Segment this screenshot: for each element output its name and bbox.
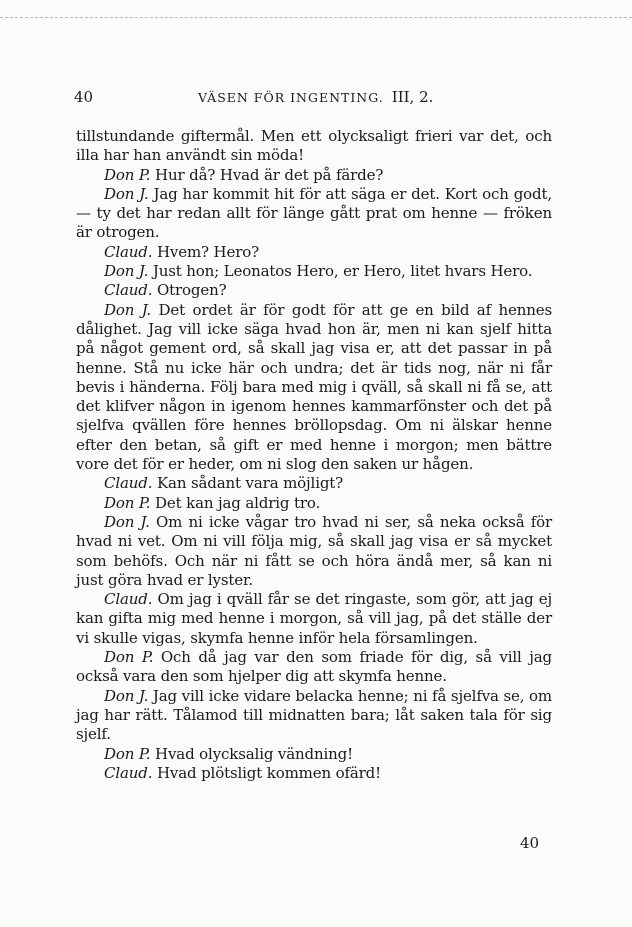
speech [76,513,552,590]
book-title: VÄSEN FÖR INGENTING. [198,90,384,105]
act-scene: III, 2. [391,88,434,106]
speech [76,474,552,493]
speaker-name: Claud. [104,474,153,493]
play-text [76,127,552,783]
speech [76,494,552,513]
speaker-name: Don J. [104,686,149,705]
speech [76,243,552,262]
line-text: Det ordet är för godt för att ge en bild af hennes dålighet. Jag vill icke säga hvad hon är, men ni kan sjelf hitta på något gement ord, så skall jag visa er, att det passar in på henne. Stå nu icke här och undra; det är tids nog, när ni får bevis i händerna. Följ bara med mig i qväll, så skall ni få se, att det klifver någon in igenom hennes kammarfönster och det på sjelfva qvällen före hennes bröllopsdag. Om ni älskar henne efter den betan, så gift er med henne i morgon; men bättre vore det för er heder, om ni slog den saken ur hågen. [76,300,552,474]
running-title [198,88,433,106]
line-text: Otrogen? [156,281,227,300]
top-scan-rule [0,17,632,18]
speech [76,281,552,300]
speech [76,166,552,185]
line-text: Om ni icke vågar tro hvad ni ser, så neka också för hvad ni vet. Om ni vill följa mig, så skall jag visa er så mycket som behöfs. Och när ni fått se och höra ändå mer, så kan ni just göra hvad er lyster. [76,512,553,589]
speech [76,687,552,745]
line-text: Om jag i qväll får se det ringaste, som gör, att jag ej kan gifta mig med henne i morgon, så vill jag, på det ställe der vi skulle vigas, skymfa henne inför hela församlingen. [76,590,553,647]
speaker-name: Claud. [104,763,153,782]
page-number: 40 [74,88,94,106]
line-text: Hur då? Hvad är det på färde? [155,165,384,184]
speaker-name: Don P. [104,648,154,667]
line-text: Det kan jag aldrig tro. [155,493,321,512]
speaker-name: Don P. [104,165,151,184]
speaker-name: Don P. [104,744,151,763]
speaker-name: Don J. [104,512,150,531]
line-text: Jag har kommit hit för att säga er det. Kort och godt, — ty det har redan allt för länge gått prat om henne — fröken är otrogen. [76,184,553,242]
speech [76,648,552,687]
speaker-name: Claud. [104,242,153,261]
speaker-name: Claud. [104,281,153,300]
speaker-name: Don J. [104,300,152,319]
line-text: tillstundande giftermål. Men ett olycksaligt frieri var det, och illa har han användt sin möda! [76,127,552,165]
continuation-paragraph [76,127,552,166]
speaker-name: Don P. [104,493,151,512]
footer-page-number: 40 [520,834,540,852]
line-text: Och då jag var den som friade för dig, så vill jag också vara den som hjelper dig att skymfa henne. [76,648,552,686]
speech [76,262,552,281]
speaker-name: Don J. [104,262,149,281]
line-text: Just hon; Leonatos Hero, er Hero, litet hvars Hero. [152,262,533,281]
running-head [74,88,554,108]
speech [76,301,552,475]
speaker-name: Don J. [104,184,149,203]
line-text: Hvem? Hero? [156,242,260,261]
speech [76,590,552,648]
line-text: Jag vill icke vidare belacka henne; ni få sjelfva se, om jag har rätt. Tålamod till midnatten bara; låt saken tala för sig sjelf. [76,686,553,744]
line-text: Kan sådant vara möjligt? [156,474,344,493]
line-text: Hvad olycksalig vändning! [155,744,353,763]
speech [76,185,552,243]
speaker-name: Claud. [104,590,153,609]
line-text: Hvad plötsligt kommen ofärd! [156,763,381,782]
speech [76,745,552,764]
speech [76,764,552,783]
